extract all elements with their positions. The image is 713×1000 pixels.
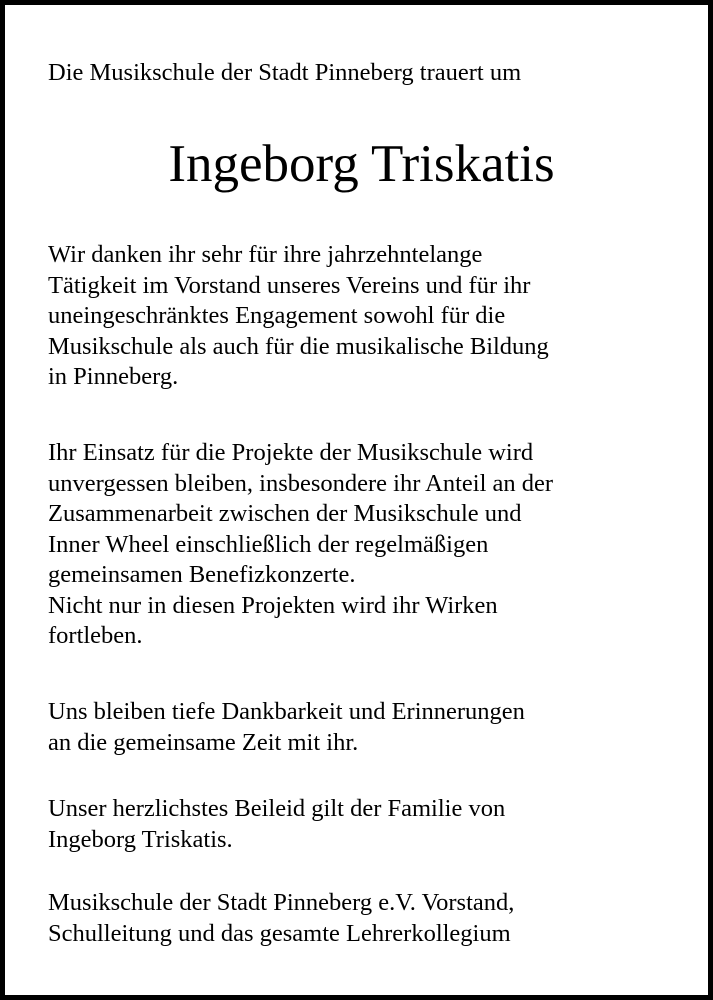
text-line: Musikschule als auch für die musikalische Bildung bbox=[48, 332, 549, 360]
intro-line: Die Musikschule der Stadt Pinneberg trauert um bbox=[48, 59, 522, 86]
text-line: Wir danken ihr sehr für ihre jahrzehntelange bbox=[48, 241, 483, 268]
gratitude-paragraph bbox=[48, 240, 549, 393]
text-line: Tätigkeit im Vorstand unseres Vereins und für ihr bbox=[48, 271, 531, 299]
deceased-name: Ingeborg Triskatis bbox=[168, 135, 555, 193]
text-line: Nicht nur in diesen Projekten wird ihr Wirken bbox=[48, 591, 498, 619]
text-line: Zusammenarbeit zwischen der Musikschule und bbox=[48, 500, 522, 527]
text-line: in Pinneberg. bbox=[48, 363, 179, 390]
signature-line: Musikschule der Stadt Pinneberg e.V. Vorstand, bbox=[48, 889, 515, 916]
text-line: fortleben. bbox=[48, 622, 143, 649]
condolence-paragraph bbox=[48, 794, 505, 855]
memories-paragraph bbox=[48, 697, 525, 758]
projects-paragraph bbox=[48, 438, 553, 652]
text-line: an die gemeinsame Zeit mit ihr. bbox=[48, 728, 359, 756]
text-line: Uns bleiben tiefe Dankbarkeit und Erinnerungen bbox=[48, 698, 525, 725]
signature-block bbox=[48, 888, 514, 949]
text-line: Ihr Einsatz für die Projekte der Musikschule wird bbox=[48, 439, 534, 466]
text-line: Inner Wheel einschließlich der regelmäßigen bbox=[48, 530, 489, 558]
text-line: Unser herzlichstes Beileid gilt der Familie von bbox=[48, 795, 506, 822]
signature-line: Schulleitung und das gesamte Lehrerkollegium bbox=[48, 919, 511, 947]
text-line: unvergessen bleiben, insbesondere ihr Anteil an der bbox=[48, 469, 554, 497]
text-line: Ingeborg Triskatis. bbox=[48, 825, 233, 853]
text-line: uneingeschränktes Engagement sowohl für die bbox=[48, 302, 506, 329]
text-line: gemeinsamen Benefizkonzerte. bbox=[48, 561, 356, 588]
